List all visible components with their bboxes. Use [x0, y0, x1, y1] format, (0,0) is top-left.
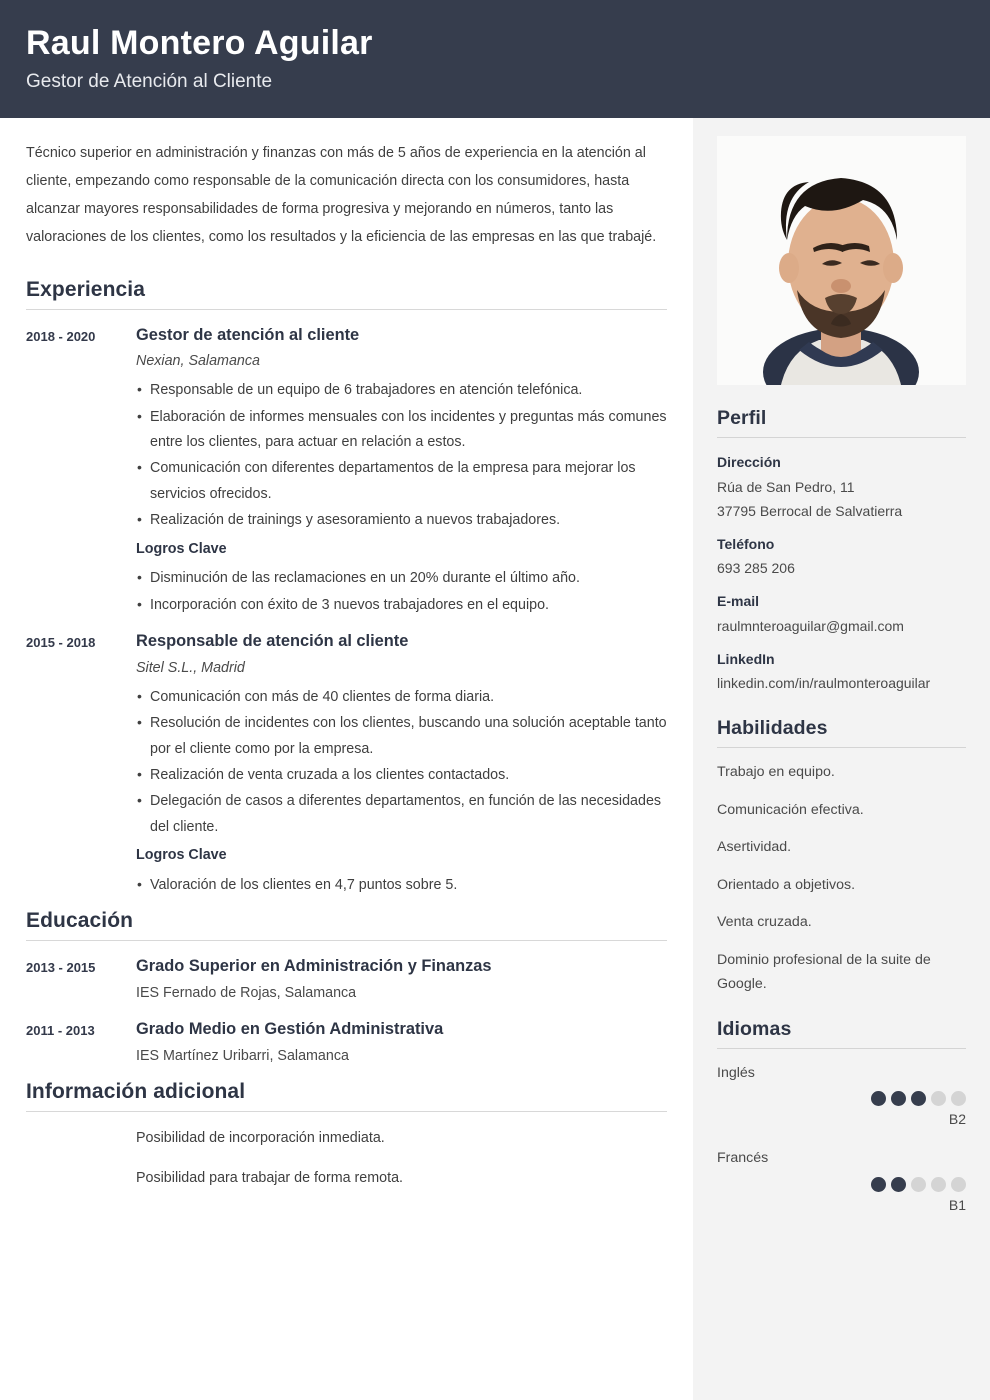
education-degree: Grado Medio en Gestión Administrativa — [136, 1019, 444, 1038]
list-item: • Realización de trainings y asesoramiento a nuevos trabajadores. — [136, 508, 667, 533]
education-details — [136, 954, 667, 1007]
additional-info-section — [26, 1080, 667, 1205]
language-name: Inglés — [717, 1065, 755, 1082]
list-item: • Disminución de las reclamaciones en un 20% durante el último año. — [136, 566, 667, 591]
list-item: Venta cruzada. — [717, 914, 812, 931]
skills-section — [717, 717, 966, 996]
education-entry — [26, 1017, 667, 1070]
rating-dot-empty — [951, 1091, 966, 1106]
section-divider — [26, 309, 667, 310]
additional-info-entry — [26, 1125, 667, 1205]
education-school: IES Martínez Uribarri, Salamanca — [136, 1047, 349, 1064]
language-level: B2 — [948, 1111, 966, 1128]
address-label: Dirección — [717, 454, 781, 470]
education-section — [26, 909, 667, 1070]
section-divider — [26, 940, 667, 941]
language-entry — [717, 1061, 966, 1130]
education-degree: Grado Superior en Administración y Finanzas — [136, 957, 492, 976]
additional-info-spacer — [26, 1125, 136, 1205]
list-item: • Valoración de los clientes en 4,7 puntos sobre 5. — [136, 873, 667, 898]
section-divider — [717, 1048, 966, 1049]
skills-section-title: Habilidades — [717, 717, 828, 740]
achievements-label: Logros Clave — [136, 847, 227, 864]
experience-entry — [26, 629, 667, 899]
candidate-job-title: Gestor de Atención al Cliente — [26, 70, 273, 92]
rating-dot-empty — [931, 1091, 946, 1106]
experience-bullet-list — [136, 378, 667, 534]
experience-bullet-list — [136, 685, 667, 841]
candidate-name: Raul Montero Aguilar — [26, 24, 373, 62]
list-item: Trabajo en equipo. — [717, 764, 835, 781]
section-divider — [26, 1111, 667, 1112]
experience-dates: 2018 - 2020 — [26, 328, 96, 344]
experience-dates: 2015 - 2018 — [26, 635, 96, 651]
section-divider — [717, 747, 966, 748]
portrait-photo-icon — [717, 136, 966, 385]
section-divider — [717, 437, 966, 438]
experience-details — [136, 629, 667, 899]
education-section-title: Educación — [26, 909, 134, 933]
main-column — [0, 118, 693, 1400]
rating-dot-filled — [871, 1177, 886, 1192]
professional-summary: Técnico superior en administración y finanzas con más de 5 años de experiencia en la atención al cliente, empezando como responsable de la comunicación directa con los consumidores, hasta alcanzar mayores responsabilidades de forma progresiva y mejorando en números, tanto las valoraciones de los clientes, como los resultados y la eficiencia de las empresas en las que trabajé. — [26, 145, 657, 245]
resume-header — [0, 0, 990, 118]
email-label: E-mail — [717, 593, 760, 610]
language-entry — [717, 1146, 966, 1215]
list-item: • Comunicación con diferentes departamentos de la empresa para mejorar los servicios ofrecidos. — [136, 456, 667, 507]
avatar — [717, 136, 966, 385]
experience-entry — [26, 323, 667, 620]
experience-job-title: Responsable de atención al cliente — [136, 632, 409, 651]
profile-section — [717, 407, 966, 695]
resume-body — [0, 118, 990, 1400]
experience-achievement-list — [136, 873, 667, 898]
rating-dot-filled — [871, 1091, 886, 1106]
list-item: Orientado a objetivos. — [717, 876, 856, 893]
list-item: • Elaboración de informes mensuales con los incidentes y preguntas más comunes entre los clientes, para actuar en relación a estos. — [136, 405, 667, 456]
rating-dot-filled — [891, 1177, 906, 1192]
education-details — [136, 1017, 667, 1070]
rating-dot-filled — [911, 1091, 926, 1106]
list-item: • Delegación de casos a diferentes departamentos, en función de las necesidades del cliente. — [136, 789, 667, 840]
additional-info-section-title: Información adicional — [26, 1079, 246, 1103]
experience-job-title: Gestor de atención al cliente — [136, 325, 360, 344]
profile-section-title: Perfil — [717, 407, 767, 429]
additional-info-details — [136, 1125, 667, 1205]
list-item: • Responsable de un equipo de 6 trabajadores en atención telefónica. — [136, 378, 667, 403]
rating-dot-empty — [951, 1177, 966, 1192]
list-item: • Incorporación con éxito de 3 nuevos trabajadores en el equipo. — [136, 593, 667, 618]
linkedin-value[interactable]: linkedin.com/in/raulmonteroaguilar — [717, 675, 931, 692]
rating-dot-empty — [911, 1177, 926, 1192]
rating-dot-empty — [931, 1177, 946, 1192]
additional-info-item: Posibilidad de incorporación inmediata. — [136, 1129, 385, 1146]
experience-company: Nexian, Salamanca — [136, 353, 260, 370]
list-item: Comunicación efectiva. — [717, 801, 864, 818]
rating-dot-filled — [891, 1091, 906, 1106]
experience-achievement-list — [136, 566, 667, 618]
education-dates: 2011 - 2013 — [26, 1022, 95, 1038]
experience-section — [26, 278, 667, 900]
experience-company: Sitel S.L., Madrid — [136, 659, 245, 676]
address-line-2: 37795 Berrocal de Salvatierra — [717, 502, 903, 519]
experience-details — [136, 323, 667, 620]
list-item: • Comunicación con más de 40 clientes de forma diaria. — [136, 685, 667, 710]
address-line-1: Rúa de San Pedro, 11 — [717, 478, 855, 495]
experience-section-title: Experiencia — [26, 277, 145, 301]
list-item: Asertividad. — [717, 839, 792, 856]
language-rating — [717, 1177, 966, 1192]
phone-label: Teléfono — [717, 535, 775, 552]
language-name: Francés — [717, 1150, 769, 1167]
list-item: • Realización de venta cruzada a los clientes contactados. — [136, 763, 667, 788]
email-value[interactable]: raulmnteroaguilar@gmail.com — [717, 617, 904, 634]
education-dates: 2013 - 2015 — [26, 960, 96, 976]
list-item: • Resolución de incidentes con los clientes, buscando una solución aceptable tanto por el cliente como por la empresa. — [136, 711, 667, 762]
education-entry — [26, 954, 667, 1007]
education-school: IES Fernado de Rojas, Salamanca — [136, 984, 357, 1001]
sidebar — [693, 118, 990, 1400]
phone-value: 693 285 206 — [717, 560, 795, 577]
linkedin-label: LinkedIn — [717, 650, 775, 667]
language-rating — [717, 1091, 966, 1106]
additional-info-item: Posibilidad para trabajar de forma remota. — [136, 1169, 404, 1186]
languages-section — [717, 1018, 966, 1215]
language-level: B1 — [948, 1196, 966, 1213]
achievements-label: Logros Clave — [136, 540, 227, 557]
list-item: Dominio profesional de la suite de Google. — [717, 951, 931, 992]
languages-section-title: Idiomas — [717, 1018, 792, 1041]
